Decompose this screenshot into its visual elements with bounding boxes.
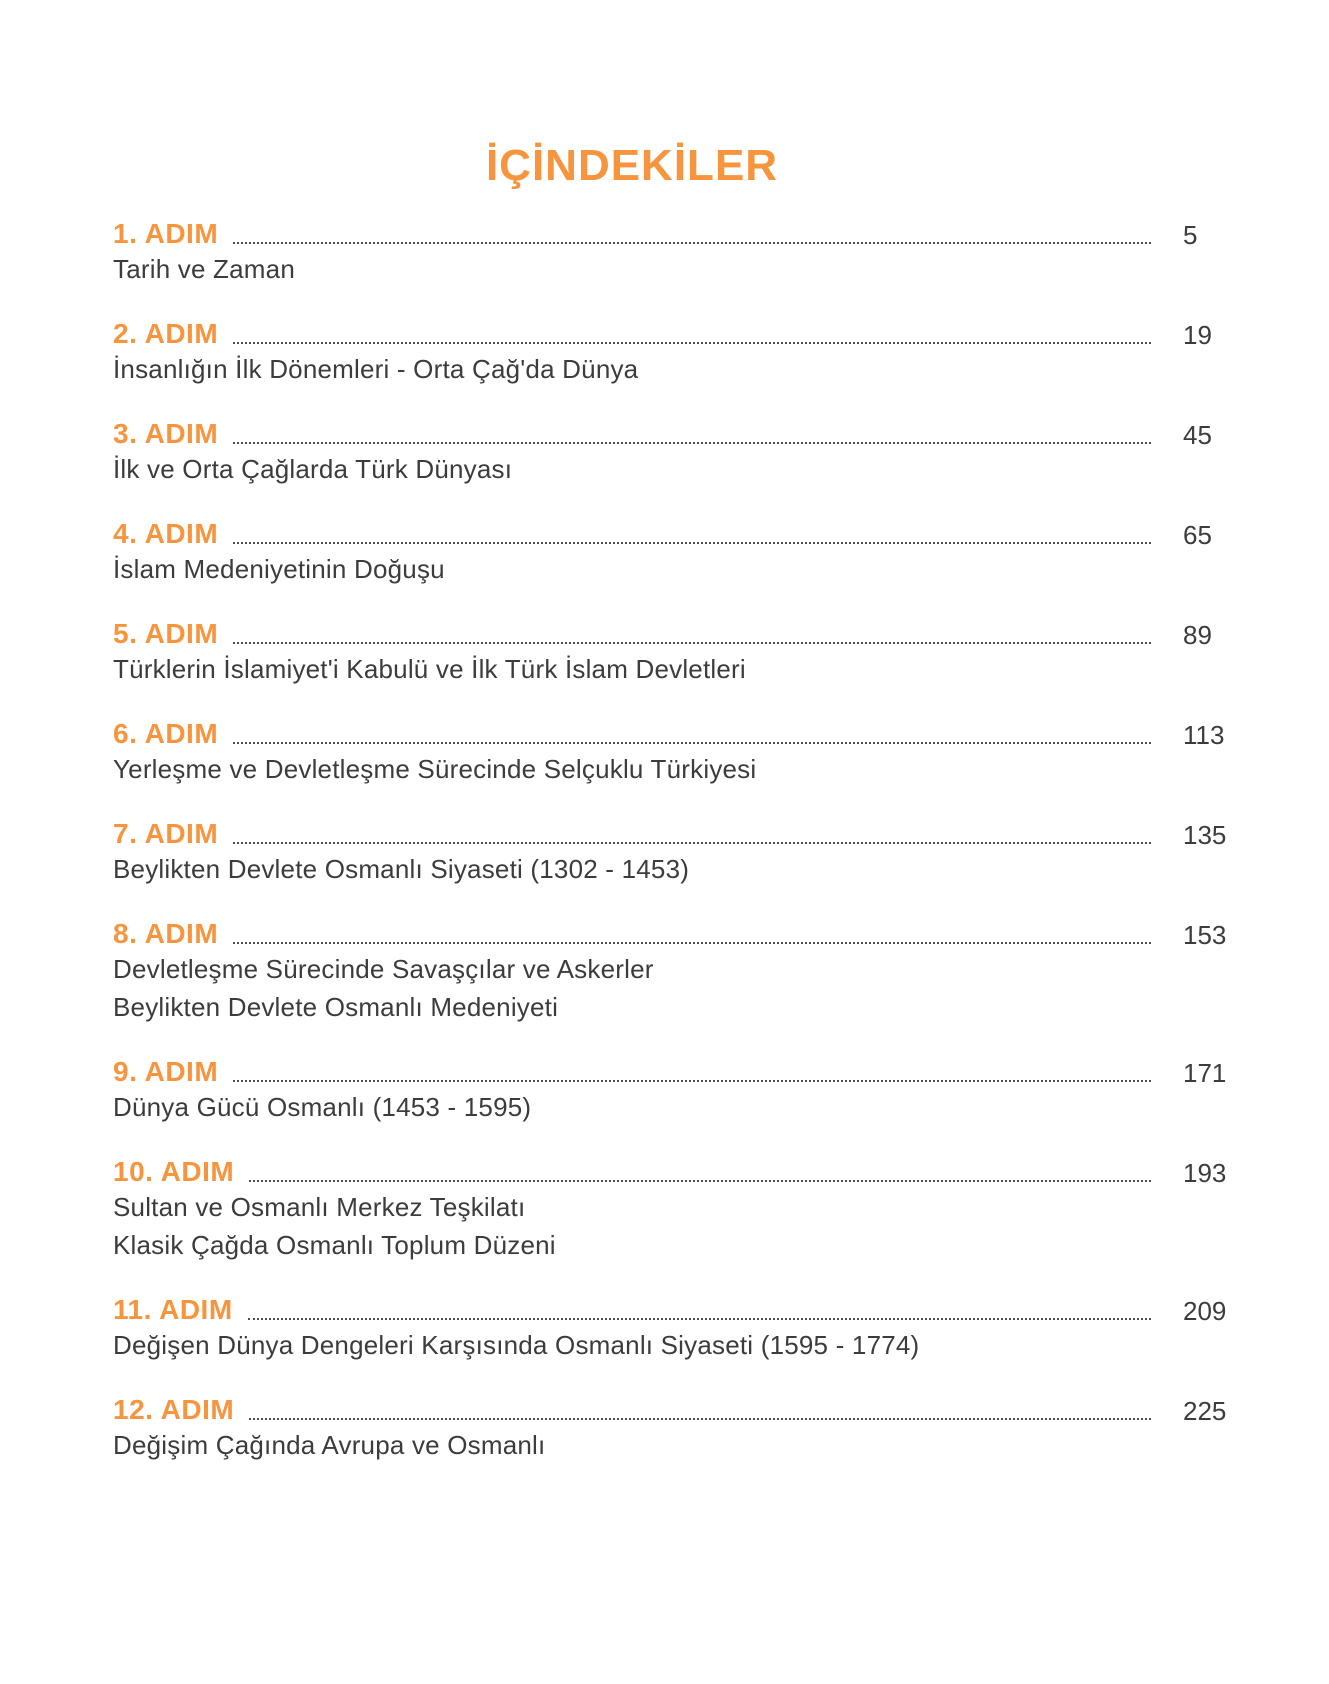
toc-entry-3 — [113, 418, 1216, 488]
toc-entry-subtitle: Yerleşme ve Devletleşme Sürecinde Selçuklu Türkiyesi — [113, 754, 757, 784]
toc-entry-label: 12. ADIM — [113, 1394, 235, 1425]
toc-entry-11 — [113, 1294, 1227, 1364]
toc-entry-page-number: 209 — [1183, 1296, 1227, 1326]
toc-entry-label: 8. ADIM — [113, 918, 219, 949]
toc-entry-subtitle: Devletleşme Sürecinde Savaşçılar ve Askerler — [113, 954, 654, 984]
toc-entry-5 — [113, 618, 1216, 688]
toc-entry-row — [113, 918, 1227, 950]
toc-entry-label: 5. ADIM — [113, 618, 219, 649]
toc-entry-page-number: 225 — [1183, 1396, 1227, 1426]
toc-entry-page-number: 113 — [1183, 720, 1225, 750]
dotted-leader — [233, 342, 1151, 344]
toc-entry-row — [113, 1394, 1227, 1426]
dotted-leader — [233, 542, 1151, 544]
toc-entry-row — [113, 418, 1216, 450]
toc-entry-subtitle: Değişen Dünya Dengeleri Karşısında Osmanlı Siyaseti (1595 - 1774) — [113, 1330, 920, 1360]
toc-entry-label: 10. ADIM — [113, 1156, 235, 1187]
toc-entry-label: 11. ADIM — [113, 1294, 233, 1325]
dotted-leader — [233, 742, 1151, 744]
dotted-leader — [233, 842, 1151, 844]
toc-entry-label: 9. ADIM — [113, 1056, 219, 1087]
dotted-leader — [233, 942, 1151, 944]
toc-entry-page-number: 153 — [1183, 920, 1227, 950]
toc-entry-subtitle: Değişim Çağında Avrupa ve Osmanlı — [113, 1430, 546, 1460]
toc-entry-1 — [113, 218, 1216, 288]
toc-entry-label: 6. ADIM — [113, 718, 219, 749]
toc-entry-page-number: 171 — [1183, 1058, 1227, 1088]
toc-entry-row — [113, 718, 1225, 750]
toc-entry-6 — [113, 718, 1225, 788]
dotted-leader — [249, 1180, 1151, 1182]
toc-entry-row — [113, 1156, 1227, 1188]
toc-entry-7 — [113, 818, 1227, 888]
dotted-leader — [233, 1080, 1151, 1082]
toc-entry-label: 4. ADIM — [113, 518, 219, 549]
toc-entry-subtitle: İnsanlığın İlk Dönemleri - Orta Çağ'da Dünya — [113, 354, 639, 384]
toc-list — [113, 218, 1227, 1464]
toc-entry-page-number: 193 — [1183, 1158, 1227, 1188]
toc-entry-label: 2. ADIM — [113, 318, 219, 349]
toc-entry-row — [113, 318, 1216, 350]
toc-entry-label: 3. ADIM — [113, 418, 219, 449]
toc-entry-8 — [113, 918, 1227, 1026]
toc-entry-page-number: 65 — [1183, 520, 1212, 550]
toc-entry-row — [113, 218, 1216, 250]
toc-entry-10 — [113, 1156, 1227, 1264]
dotted-leader — [248, 1318, 1151, 1320]
toc-entry-subtitle: İlk ve Orta Çağlarda Türk Dünyası — [113, 454, 513, 484]
toc-entry-subtitle: Türklerin İslamiyet'i Kabulü ve İlk Türk İslam Devletleri — [113, 654, 746, 684]
toc-entry-label: 1. ADIM — [113, 218, 219, 249]
toc-entry-subtitle: Beylikten Devlete Osmanlı Medeniyeti — [113, 992, 559, 1022]
toc-entry-page-number: 19 — [1183, 320, 1212, 350]
toc-entry-row — [113, 1056, 1227, 1088]
toc-entry-12 — [113, 1394, 1227, 1464]
toc-entry-9 — [113, 1056, 1227, 1126]
toc-entry-page-number: 89 — [1183, 620, 1212, 650]
toc-entry-page-number: 5 — [1183, 220, 1198, 250]
toc-entry-subtitle: Klasik Çağda Osmanlı Toplum Düzeni — [113, 1230, 556, 1260]
toc-entry-subtitle: Tarih ve Zaman — [113, 254, 295, 284]
toc-entry-subtitle: Sultan ve Osmanlı Merkez Teşkilatı — [113, 1192, 526, 1222]
dotted-leader — [249, 1418, 1151, 1420]
toc-entry-row — [113, 618, 1216, 650]
toc-entry-row — [113, 1294, 1227, 1326]
toc-entry-row — [113, 818, 1227, 850]
toc-entry-label: 7. ADIM — [113, 818, 219, 849]
toc-entry-2 — [113, 318, 1216, 388]
toc-entry-row — [113, 518, 1216, 550]
page-title: İÇİNDEKİLER — [485, 141, 779, 190]
toc-entry-page-number: 135 — [1183, 820, 1227, 850]
toc-entry-4 — [113, 518, 1216, 588]
toc-entry-subtitle: Dünya Gücü Osmanlı (1453 - 1595) — [113, 1092, 532, 1122]
toc-entry-page-number: 45 — [1183, 420, 1212, 450]
dotted-leader — [233, 242, 1151, 244]
dotted-leader — [233, 642, 1151, 644]
toc-entry-subtitle: Beylikten Devlete Osmanlı Siyaseti (1302 - 1453) — [113, 854, 690, 884]
toc-entry-subtitle: İslam Medeniyetinin Doğuşu — [113, 554, 445, 584]
dotted-leader — [233, 442, 1151, 444]
